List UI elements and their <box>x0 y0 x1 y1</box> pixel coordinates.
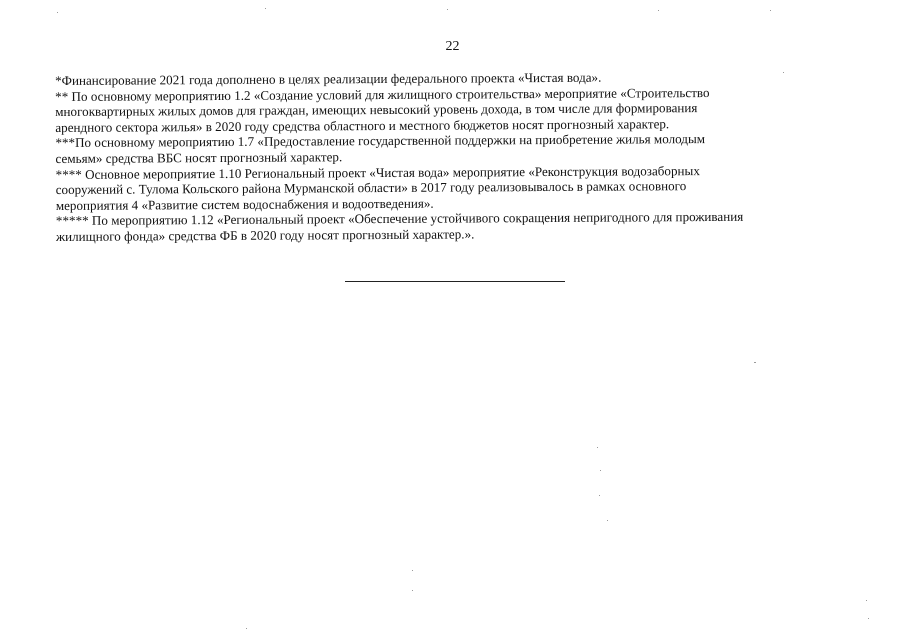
footnote-line: мероприятия 4 «Развитие систем водоснабжения и водоотведения». <box>55 195 434 213</box>
footnote-line: арендного сектора жилья» в 2020 году средства областного и местного бюджетов носят прогнозный характер. <box>55 116 670 135</box>
scan-speck <box>866 600 867 601</box>
footnote-line: многоквартирных жилых домов для граждан, имеющих невысокий уровень дохода, в том числе для формирования <box>55 100 698 120</box>
footnote-line: жилищного фонда» средства ФБ в 2020 году носят прогнозный характер.». <box>55 226 475 244</box>
footnote-line: сооружений с. Тулома Кольского района Мурманской области» в 2017 году реализовывалось в рамках основного <box>55 178 687 198</box>
scan-speck <box>57 12 58 13</box>
scan-speck <box>600 470 601 471</box>
scan-speck <box>783 72 784 73</box>
scan-speck <box>447 9 448 10</box>
scan-speck <box>597 447 598 448</box>
footnote-line: **** Основное мероприятие 1.10 Региональный проект «Чистая вода» мероприятие «Реконструкция водозаборных <box>55 162 700 182</box>
scan-speck <box>770 10 771 11</box>
footnotes-block <box>55 68 856 244</box>
scan-speck <box>868 618 869 619</box>
footnote-line: ***По основному мероприятию 1.7 «Предоставление государственной поддержки на приобретение жилья молодым <box>55 131 706 151</box>
scan-speck <box>599 495 600 496</box>
footnote-5 <box>56 208 856 244</box>
footnote-line: семьям» средства ВБС носят прогнозный характер. <box>55 149 343 166</box>
footnote-line: *Финансирование 2021 года дополнено в целях реализации федерального проекта «Чистая вода». <box>55 69 602 88</box>
page-number: 22 <box>445 39 460 54</box>
footnote-line: ** По основному мероприятию 1.2 «Создание условий для жилищного строительства» мероприятие «Строительство <box>55 84 710 104</box>
footnote-4 <box>56 162 856 214</box>
footnote-3 <box>55 130 855 166</box>
scan-speck <box>754 362 756 363</box>
scan-speck <box>412 570 413 571</box>
scan-speck <box>412 590 413 591</box>
scan-speck <box>607 520 608 521</box>
scan-speck <box>265 8 266 9</box>
closing-rule <box>345 281 565 282</box>
scan-speck <box>658 10 659 11</box>
scan-speck <box>246 628 247 629</box>
footnote-2 <box>55 84 855 136</box>
footnote-line: ***** По мероприятию 1.12 «Региональный проект «Обеспечение устойчивого сокращения непригодного для проживания <box>55 209 744 229</box>
